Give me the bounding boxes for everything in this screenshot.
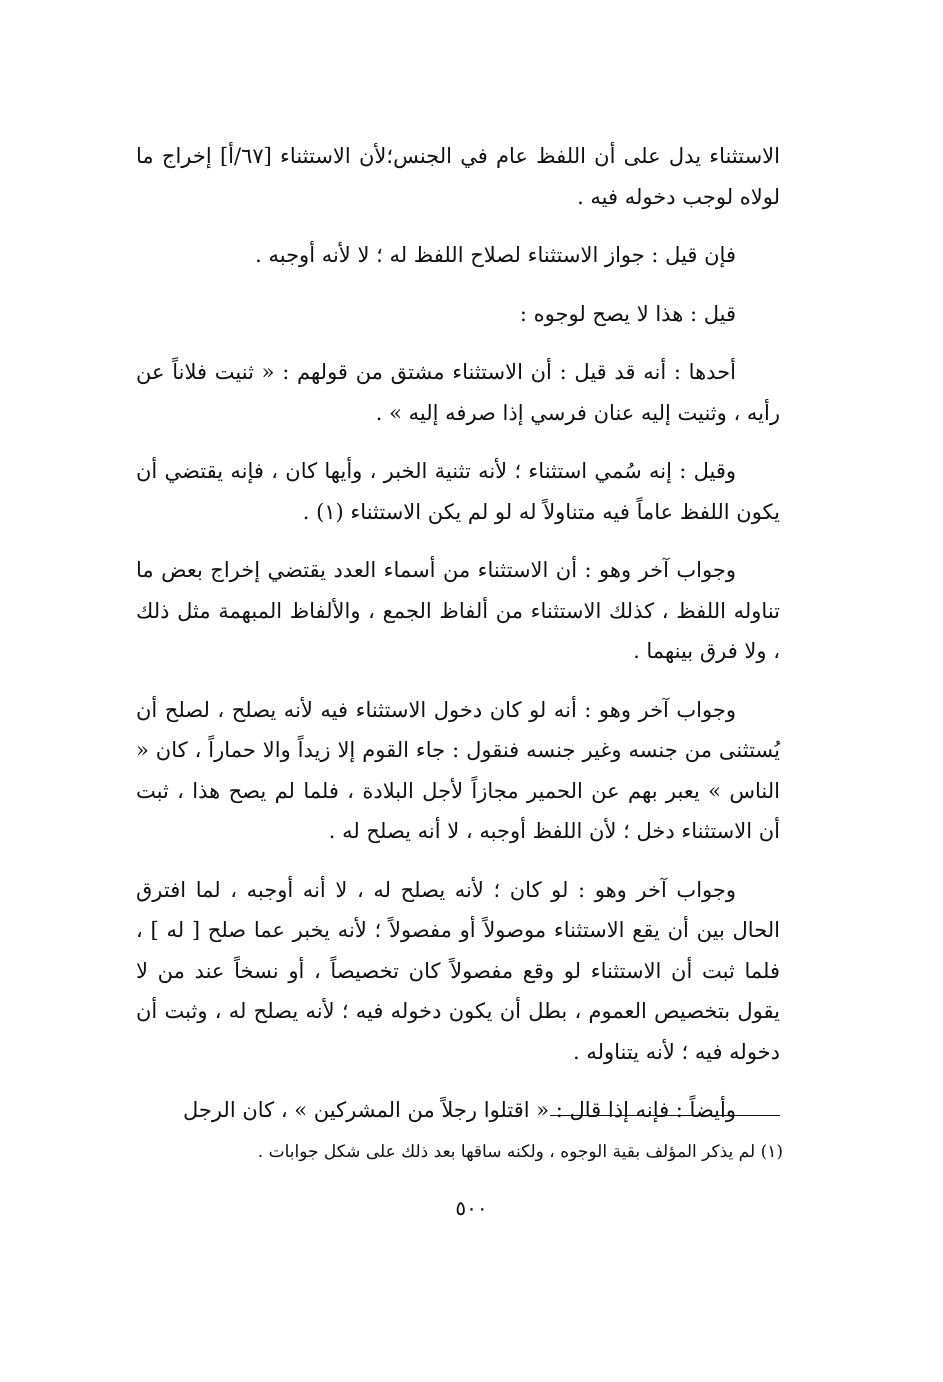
paragraph-4: أحدها : أنه قد قيل : أن الاستثناء مشتق من قولهم : « ثنيت فلاناً عن رأيه ، وثنيت إليه عنان فرسي إذا صرفه إليه » . <box>136 360 780 425</box>
paragraph-7: وجواب آخر وهو : أنه لو كان دخول الاستثناء فيه لأنه يصلح ، لصلح أن يُستثنى من جنسه وغير جنسه فنقول : جاء القوم إلا زيداً والا حماراً ، كان « الناس » يعبر بهم عن الحمير مجازاً لأجل البلادة ، فلما لم يصح هذا ، ثبت أن الاستثناء دخل ؛ لأن اللفظ أوجبه ، لا أنه يصلح له . <box>136 697 780 843</box>
paragraph-9: وأيضاً : فإنه إذا قال : « اقتلوا رجلاً من المشركين » ، كان الرجل <box>182 1098 736 1122</box>
paragraph-3: قيل : هذا لا يصح لوجوه : <box>519 301 736 326</box>
page-body <box>136 136 780 1149</box>
paragraph-2: فإن قيل : جواز الاستثناء لصلاح اللفظ له ؛ لا لأنه أوجبه . <box>255 243 736 267</box>
paragraph-5: وقيل : إنه سُمي استثناء ؛ لأنه تثنية الخبر ، وأيها كان ، فإنه يقتضي أن يكون اللفظ عاماً فيه متناولاً له لو لم يكن الاستثناء (١) . <box>136 459 780 524</box>
footnote: (١) لم يذكر المؤلف بقية الوجوه ، ولكنه ساقها بعد ذلك على شكل جوابات . <box>257 1142 783 1162</box>
paragraph-8: وجواب آخر وهو : لو كان ؛ لأنه يصلح له ، لا أنه أوجبه ، لما افترق الحال بين أن يقع الاستثناء موصولاً أو مفصولاً ؛ لأنه يخبر عما صلح [ له ] ، فلما ثبت أن الاستثناء لو وقع مفصولاً كان تخصيصاً ، أو نسخاً عند من لا يقول بتخصيص العموم ، بطل أن يكون دخوله فيه ؛ لأنه يصلح له ، وثبت أن دخوله فيه ؛ لأنه يتناوله . <box>136 877 780 1064</box>
page-number: ٥٠٠ <box>455 1196 488 1220</box>
footnote-divider <box>550 1115 780 1116</box>
paragraph-1: الاستثناء يدل على أن اللفظ عام في الجنس؛لأن الاستثناء [٦٧/أ] إخراج ما لولاه لوجب دخوله فيه . <box>136 144 780 209</box>
paragraph-6: وجواب آخر وهو : أن الاستثناء من أسماء العدد يقتضي إخراج بعض ما تناوله اللفظ ، كذلك الاستثناء من ألفاظ الجمع ، والألفاظ المبهمة مثل ذلك ، ولا فرق بينهما . <box>136 558 780 663</box>
